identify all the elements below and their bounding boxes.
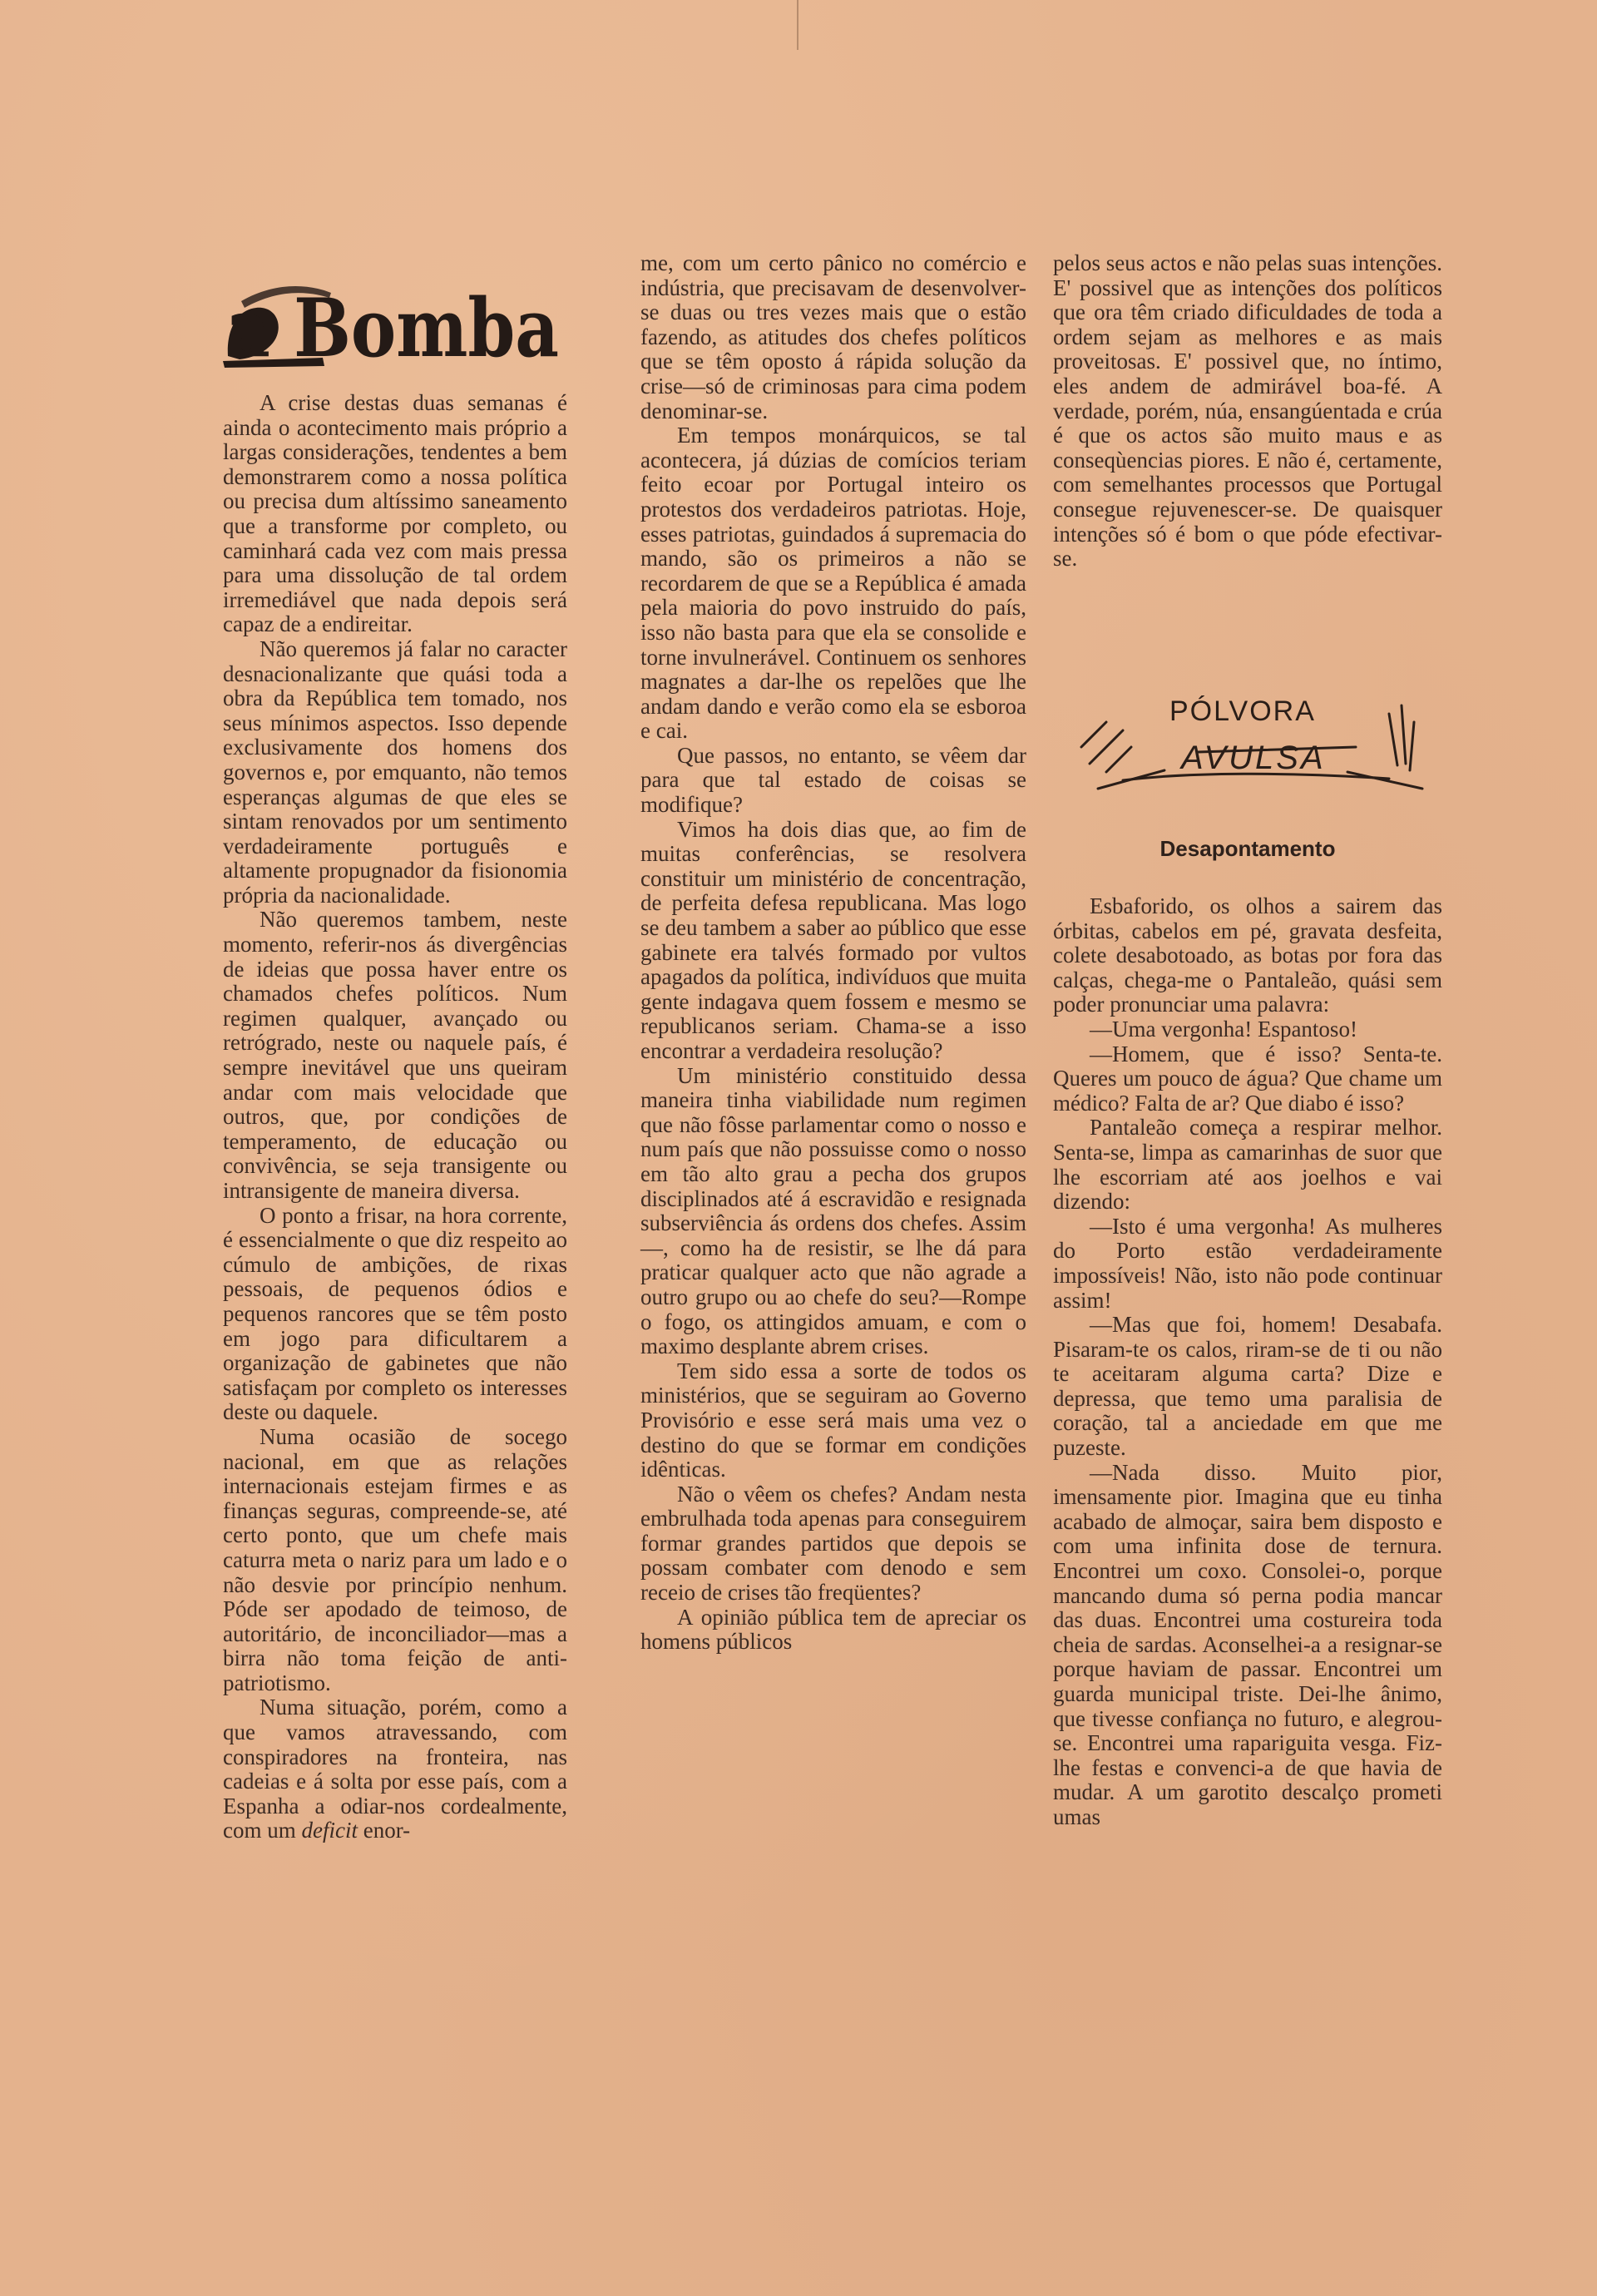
article-column-3-top [1053,251,1442,572]
paragraph: A crise destas duas semanas é ainda o acontecimento mais próprio a largas considerações, tendentes a bem demonstrarem como a nossa política ou precisa dum altíssimo saneamento que a transforme por completo, ou caminhará cada vez com mais pressa para uma dissolução de tal ordem irremediável que nada depois será capaz de a endireitar. [223,390,567,637]
paragraph: Que passos, no entanto, se vêem dar para que tal estado de coisas se modifique? [640,742,1026,818]
polvora-avulsa-logo [1073,672,1437,805]
paragraph: —Nada disso. Muito pior, imensamente pior. Imagina que eu tinha acabado de almoçar, saira bem disposto e com uma infinita dose de ternura. Encontrei um coxo. Consolei-o, porque mancando duma só perna podia mancar das duas. Encontrei uma costureira toda cheia de sardas. Aconselhei-a a resignar-se porque haviam de passar. Encontrei um guarda municipal triste. Dei-lhe ânimo, que tivesse confiança no futuro, e alegrou-se. Encontrei uma rapariguita vesga. Fiz-lhe festas e convenci-a de que havia de mudar. A um garotito descalço prometi umas [1053,1459,1442,1829]
paragraph: —Isto é uma vergonha! As mulheres do Porto estão verdadeiramente impossíveis! Não, isto não pode continuar assim! [1053,1213,1442,1313]
masthead-logo [223,250,567,383]
paragraph: Um ministério constituido dessa maneira tinha viabilidade num regimen que não fôsse parlamentar como o nosso e num país que não possuisse como o nosso em tão alto grau a pecha dos grupos disciplinados até á escravidão e resignada subserviência ás ordens dos chefes. Assim—, como ha de resistir, se lhe dá para praticar qualquer acto que não agrade a outro grupo ou ao chefe do seu?—Rompe o fogo, os attingidos amuam, e com o maximo desplante abrem crises. [640,1062,1026,1359]
paragraph: Vimos ha dois dias que, ao fim de muitas conferências, se resolvera constituir um ministério de concentração, de perfeita defesa republicana. Mas logo se deu tambem a saber ao público que esse gabinete era talvés formado por vultos apagados da política, indivíduos que muita gente indagava quem fossem e mesmo se republicanos seriam. Chama-se a isso encontrar a verdadeira resolução? [640,816,1026,1063]
paragraph: pelos seus actos e não pelas suas intenções. E' possivel que as intenções dos políticos que ora têm criado dificuldades de toda a ordem sejam as melhores e as mais proveitosas. E' possivel que, no íntimo, eles andem de admirável boa-fé. A verdade, porém, núa, ensangúentada e crúa é que os actos são muito maus e as conseqùencias piores. E não é, certamente, com semelhantes processos que Portugal consegue rejuvenescer-se. De quaisquer intenções só é bom o que póde efectivar-se. [1053,250,1442,572]
paragraph: —Uma vergonha! Espantoso! [1090,1016,1357,1042]
paragraph: O ponto a frisar, na hora corrente, é essencialmente o que diz respeito ao cúmulo de ambições, de rixas pessoais, de pequenos ódios e pequenos rancores que se têm posto em jogo para dificultarem a organização de gabinetes que não satisfaçam por completo os interesses deste ou daquele. [223,1202,567,1425]
article-column-2 [640,251,1026,1655]
paragraph: Numa ocasião de socego nacional, em que as relações internacionais estejam firmes e as finanças seguras, compreende-se, até certo ponto, que um chefe mais caturra meta o nariz para um lado e o não desvie por princípio nenhum. Póde ser apodado de teimoso, de autoritário, de inconciliador—mas a birra não toma feição de anti-patriotismo. [223,1423,567,1695]
paragraph: me, com um certo pânico no comércio e indústria, que precisavam de desenvolver-se duas ou tres vezes mais que o estão fazendo, as atitudes dos chefes políticos que se têm oposto á rápida solução da crise—só de criminosas para cima podem denominar-se. [640,250,1026,423]
page-fold [797,0,798,50]
section-title: Desapontamento [1159,836,1336,861]
paragraph: A opinião pública tem de apreciar os homens públicos [640,1604,1026,1655]
paragraph: —Mas que foi, homem! Desabafa. Pisaram-te os calos, riram-se de ti ou não te aceitaram alguma carta? Dize e depressa, que temo uma paralisia de coração, tal a anciedade em que me puzeste. [1053,1312,1442,1461]
paragraph: Tem sido essa a sorte de todos os ministérios, que se seguiram ao Governo Provisório e esse será mais uma vez o destino do que se formar em condições idênticas. [640,1358,1026,1482]
masthead-title: a Bomba [226,281,559,375]
paragraph: Esbaforido, os olhos a sairem das órbitas, cabelos em pé, gravata desfeita, colete desabotoado, as botas por fora das calças, chega-me o Pantaleão, quási sem poder pronunciar uma palavra: [1053,893,1442,1017]
paragraph: —Homem, que é isso? Senta-te. Queres um pouco de água? Que chame um médico? Falta de ar? Que diabo é isso? [1053,1041,1442,1116]
paragraph: Em tempos monárquicos, se tal acontecera, já dúzias de comícios teriam feito ecoar por Portugal inteiro os protestos dos verdadeiros patriotas. Hoje, esses patriotas, guindados á supremacia do mando, são os primeiros a não se recordarem de que se a República é amada pela maioria do povo instruido do país, isso não basta para que ela se consolide e torne invulnerável. Continuem os senhores magnates a dar-lhe os repelões que lhe andam dando e verão como ela se esboroa e cai. [640,423,1026,744]
section-logo-line2: AVULSA [1181,740,1326,776]
paragraph: Não o vêem os chefes? Andam nesta embrulhada toda apenas para conseguirem formar grandes partidos que depois se possam combater com denodo e sem receio de crises tão freqüentes? [640,1481,1026,1606]
italic-word: deficit [301,1818,358,1843]
paragraph: Não queremos tambem, neste momento, referir-nos ás divergências de ideias que possa haver entre os chamados chefes políticos. Num regimen qualquer, avançado ou retrógrado, neste ou naquele país, é sempre inevitável que uns queiram andar com mais velocidade que outros, que, por condições de temperamento, de educação ou convivência, se seja transigente ou intransigente de maneira diversa. [223,907,567,1203]
paragraph: Não queremos já falar no caracter desnacionalizante que quási toda a obra da República tem tomado, nos seus mínimos aspectos. Isso depende exclusivamente dos homens dos governos e, por emquanto, não temos esperanças algumas de que eles se sintam renovados por um sentimento verdadeiramente português e altamente propugnador da fisionomia própria da nacionalidade. [223,636,567,908]
article-column-1 [223,391,567,1843]
paragraph-last: Numa situação, porém, como a que vamos atravessando, com conspiradores na fronteira, nas cadeias e á solta por esse país, com a Espanha a odiar-nos cordealmente, com um deficit enor- [223,1695,567,1843]
section-logo-line1: PÓLVORA [1169,695,1316,727]
article-column-3-bottom [1053,894,1442,1830]
paragraph: Pantaleão começa a respirar melhor. Senta-se, limpa as camarinhas de suor que lhe escorriam até aos joelhos e vai dizendo: [1053,1115,1442,1215]
